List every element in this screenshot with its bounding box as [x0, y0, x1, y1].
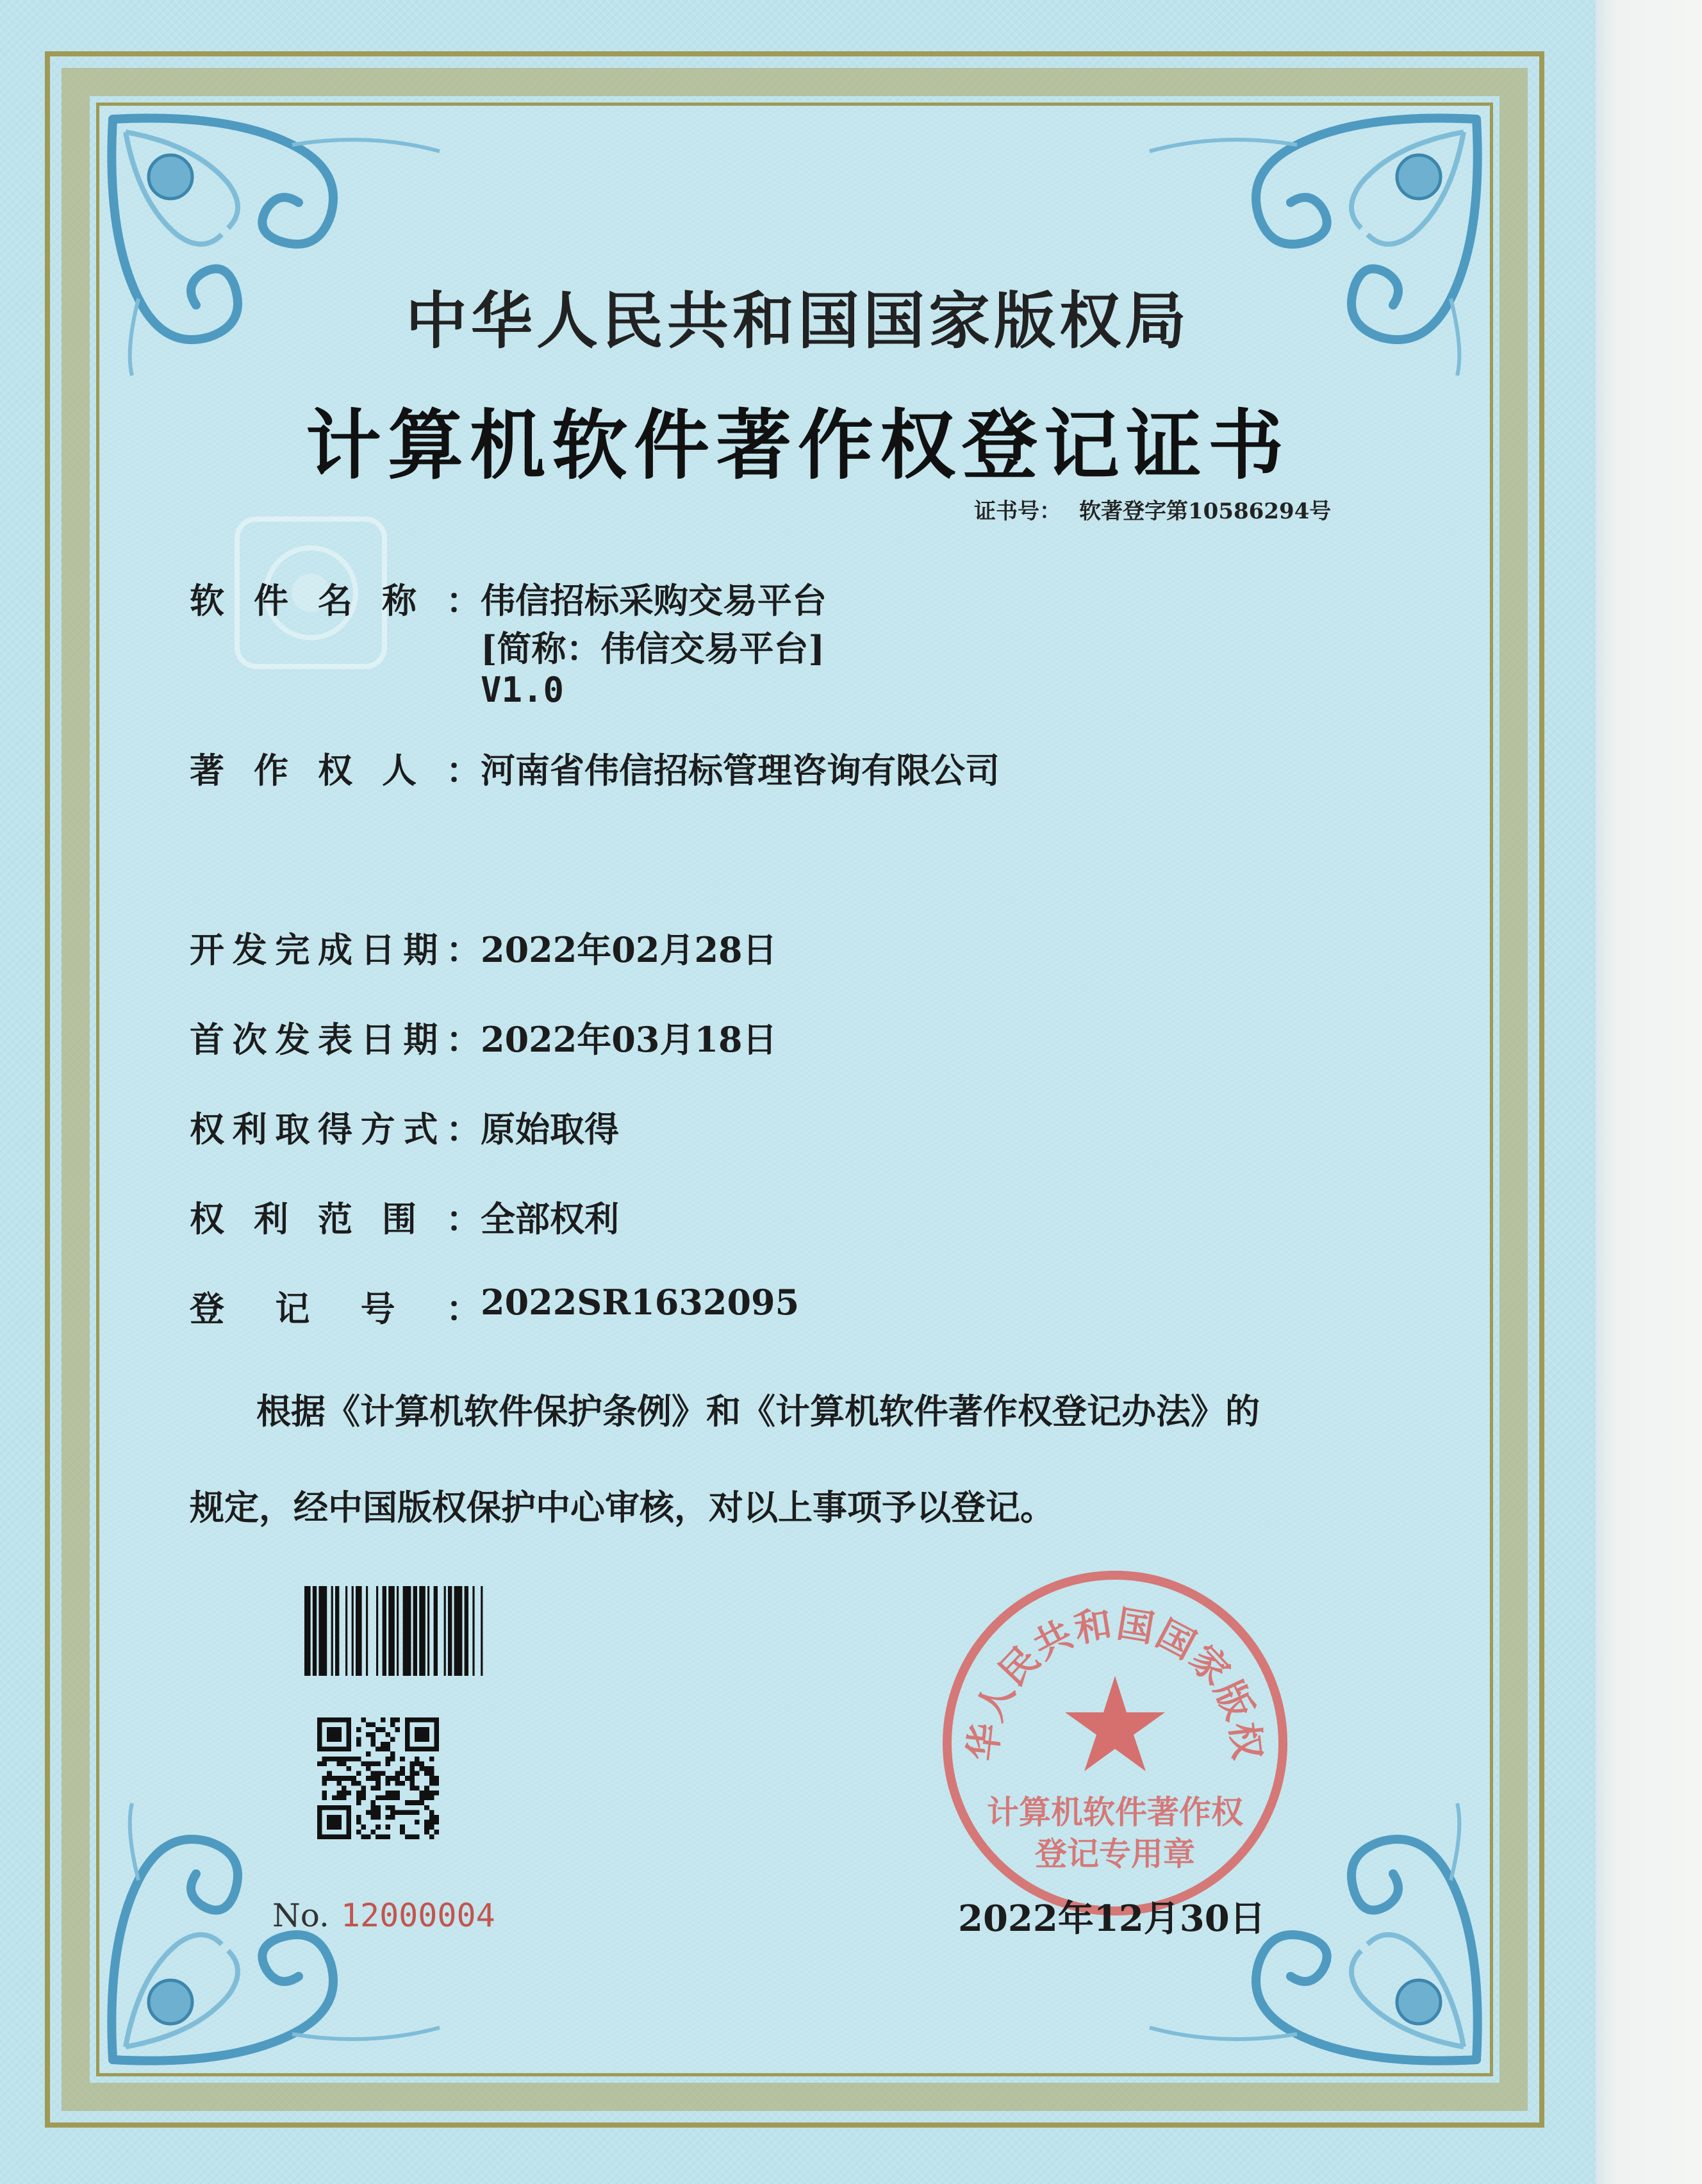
seal-line-2: 登记专用章 — [1035, 1835, 1195, 1873]
field-label: 开发完成日期： — [190, 929, 481, 970]
certificate-title: 计算机软件著作权登记证书 — [305, 401, 1290, 490]
serial-prefix: No. — [272, 1897, 329, 1934]
field-label: 权利取得方式： — [190, 1109, 481, 1150]
field-value: 全部权利 — [481, 1198, 619, 1239]
field-value: 伟信招标采购交易平台 — [481, 580, 827, 621]
field-value: 2022SR1632095 — [481, 1282, 800, 1323]
field-registration-number — [190, 1282, 800, 1331]
field-value: 河南省伟信招标管理咨询有限公司 — [481, 750, 1000, 791]
field-acquisition-method — [190, 1102, 619, 1152]
field-label: 权利范围： — [190, 1198, 481, 1239]
serial-value: 12000004 — [340, 1897, 495, 1934]
field-value: 原始取得 — [481, 1109, 619, 1150]
field-value: 2022年02月28日 — [481, 929, 777, 970]
certificate-number-value: 软著登字第10586294号 — [1079, 499, 1332, 524]
official-seal — [936, 1564, 1294, 1923]
seal-line-1: 计算机软件著作权 — [987, 1793, 1243, 1831]
certificate-number — [974, 493, 1349, 525]
statement-line-1: 根据《计算机软件保护条例》和《计算机软件著作权登记办法》的 — [256, 1391, 1260, 1432]
field-value: 2022年03月18日 — [481, 1019, 777, 1060]
serial-number — [272, 1897, 495, 1934]
field-label: 首次发表日期： — [190, 1019, 481, 1060]
certificate-number-label: 证书号： — [974, 499, 1061, 524]
statement-line-2: 规定，经中国版权保护中心审核，对以上事项予以登记。 — [190, 1487, 1055, 1528]
software-version: V1.0 — [481, 670, 565, 710]
issue-date: 2022年12月30日 — [958, 1898, 1266, 1940]
agency-title: 中华人民共和国国家版权局 — [406, 285, 1190, 357]
field-development-date — [190, 923, 777, 972]
field-label: 著作权人： — [190, 750, 481, 791]
field-label: 软件名称： — [190, 580, 481, 621]
qr-code — [317, 1717, 439, 1839]
field-copyright-owner — [190, 743, 1000, 793]
field-software-name — [190, 574, 827, 623]
field-rights-scope — [190, 1192, 619, 1241]
software-abbreviation: [简称：伟信交易平台] — [481, 628, 825, 669]
field-label: 登记号： — [190, 1288, 481, 1329]
field-publication-date — [190, 1013, 777, 1062]
seal-ring-text: 华人民共和国国家版权 — [961, 1601, 1269, 1764]
barcode — [304, 1586, 535, 1676]
paper-edge — [1596, 0, 1702, 2184]
